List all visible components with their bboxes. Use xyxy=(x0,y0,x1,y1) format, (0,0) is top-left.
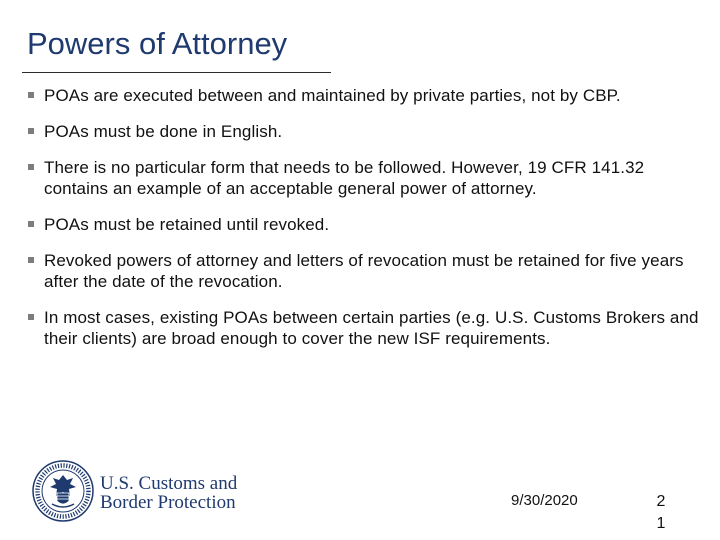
bullet-item xyxy=(26,85,706,106)
bullet-text: In most cases, existing POAs between certain parties (e.g. U.S. Customs Brokers and their clients) are broad enough to cover the new ISF requirements. xyxy=(44,308,699,348)
bullet-square-icon xyxy=(28,221,34,227)
bullet-item xyxy=(26,121,706,142)
logo-wordmark xyxy=(100,474,237,512)
bullet-square-icon xyxy=(28,257,34,263)
bullet-item xyxy=(26,214,706,235)
bullet-item xyxy=(26,307,706,349)
bullet-text: There is no particular form that needs to be followed. However, 19 CFR 141.32 contains an example of an acceptable general power of attorney. xyxy=(44,158,645,198)
bullet-square-icon xyxy=(28,314,34,320)
bullet-square-icon xyxy=(28,128,34,134)
slide-title: Powers of Attorney xyxy=(27,26,288,61)
bullet-text: POAs must be retained until revoked. xyxy=(44,215,330,234)
bullet-item xyxy=(26,250,706,292)
bullet-item xyxy=(26,157,706,199)
bullet-text: POAs must be done in English. xyxy=(44,122,283,141)
page-number-digit: 2 xyxy=(656,493,666,510)
footer-date: 9/30/2020 xyxy=(511,492,578,509)
bullet-list xyxy=(26,85,706,364)
logo-line-1: U.S. Customs and xyxy=(100,473,238,494)
bullet-text: POAs are executed between and maintained by private parties, not by CBP. xyxy=(44,86,621,105)
cbp-logo xyxy=(32,460,242,524)
logo-line-2: Border Protection xyxy=(100,492,236,513)
bullet-square-icon xyxy=(28,164,34,170)
bullet-text: Revoked powers of attorney and letters of revocation must be retained for five years after the date of the revocation. xyxy=(44,251,684,291)
bullet-square-icon xyxy=(28,92,34,98)
title-underline xyxy=(22,72,331,73)
page-number-digit: 1 xyxy=(656,515,666,532)
dhs-seal-icon xyxy=(32,460,94,522)
page-number xyxy=(654,491,668,535)
